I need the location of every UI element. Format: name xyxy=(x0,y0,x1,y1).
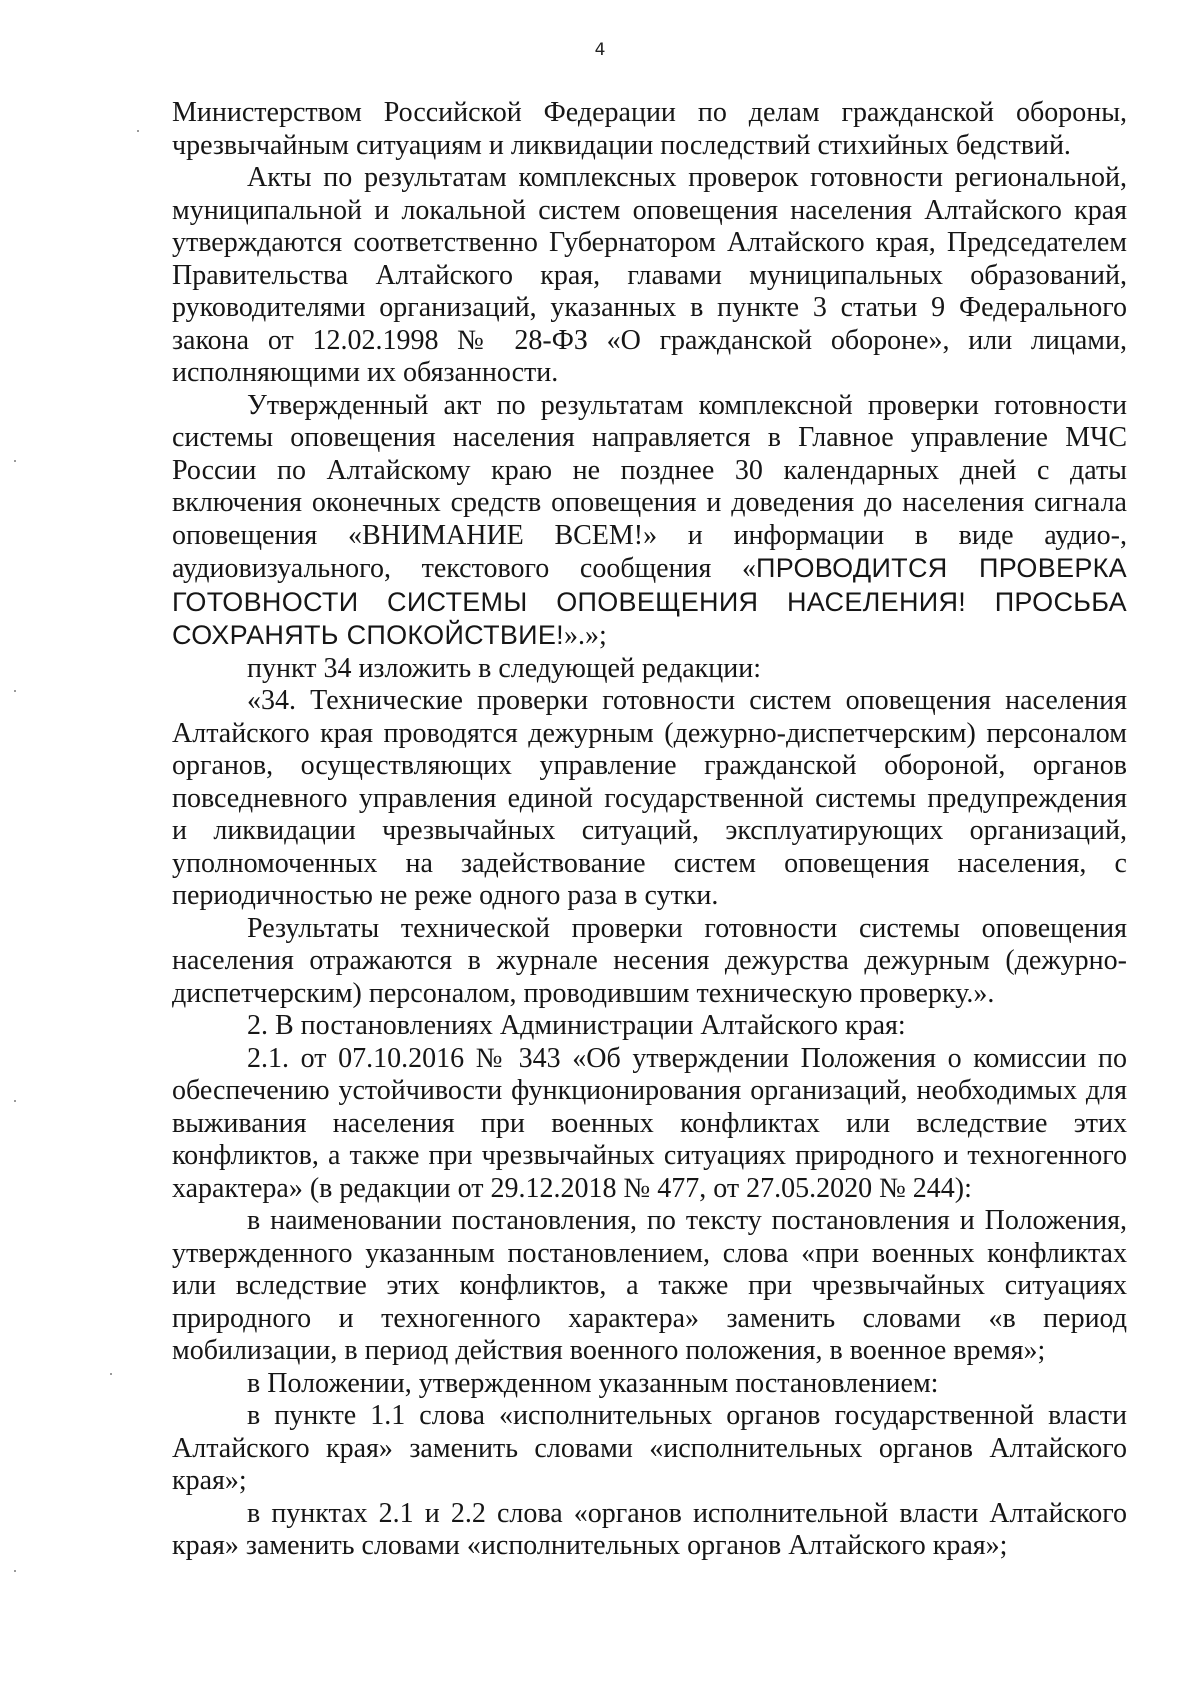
paragraph-2-text: Акты по результатам комплексных проверок готовности региональной, муниципальной и локальной систем оповещения населения Алтайского края утверждаются соответственно Губернатором Алтайского края, Председателем Правительства Алтайского края, главами муниципальных образований, руководителями организаций, указанных в пункте 3 статьи 9 Федерального закона от 12.02.1998 № 28-ФЗ «О гражданской обороне», или лицами, исполняющими их обязанности. xyxy=(172,162,1127,388)
paragraph-4 xyxy=(172,653,1127,686)
paragraph-8-text: 2.1. от 07.10.2016 № 343 «Об утверждении Положения о комиссии по обеспечению устойчивости функционирования организаций, необходимых для выживания населения при военных конфликтах или вследствие этих конфликтов, а также при чрезвычайных ситуациях природного и техногенного характера» (в редакции от 29.12.2018 № 477, от 27.05.2020 № 244): xyxy=(172,1042,1127,1204)
paragraph-3-text: Утвержденный акт по результатам комплексной проверки готовности системы оповещения населения направляется в Главное управление МЧС России по Алтайскому краю не позднее 30 календарных дней с даты включения оконечных средств оповещения и доведения до населения сигнала оповещения «ВНИМАНИЕ ВСЕМ!» и информации в виде аудио-, аудиовизуального, текстового сообщения « xyxy=(172,389,1127,584)
scan-speck xyxy=(14,1570,16,1572)
paragraph-12-text: в пунктах 2.1 и 2.2 слова «органов исполнительной власти Алтайского края» заменить словами «исполнительных органов Алтайского края»; xyxy=(172,1497,1127,1561)
paragraph-11-text: в пункте 1.1 слова «исполнительных органов государственной власти Алтайского края» заменить словами «исполнительных органов Алтайского края»; xyxy=(172,1400,1127,1496)
paragraph-3-caps-message: ПРОВОДИТСЯ ПРОВЕРКА ГОТОВНОСТИ СИСТЕМЫ ОПОВЕЩЕНИЯ НАСЕЛЕНИЯ! ПРОСЬБА СОХРАНЯТЬ СПОКОЙСТВИЕ! xyxy=(172,553,1127,650)
paragraph-1-text: Министерством Российской Федерации по делам гражданской обороны, чрезвычайным ситуациям и ликвидации последствий стихийных бедствий. xyxy=(172,97,1127,161)
paragraph-1 xyxy=(172,97,1127,162)
paragraph-9 xyxy=(172,1205,1127,1368)
paragraph-10-text: в Положении, утвержденном указанным постановлением: xyxy=(247,1367,939,1399)
scan-speck xyxy=(14,460,16,462)
paragraph-8 xyxy=(172,1043,1127,1206)
paragraph-6 xyxy=(172,913,1127,1011)
paragraph-6-text: Результаты технической проверки готовности системы оповещения населения отражаются в журнале несения дежурства дежурным (дежурно-диспетчерским) персоналом, проводившим техническую проверку.». xyxy=(172,912,1127,1009)
paragraph-9-text: в наименовании постановления, по тексту постановления и Положения, утвержденного указанным постановлением, слова «при военных конфликтах или вследствие этих конфликтов, а также при чрезвычайных ситуациях природного и техногенного характера» заменить словами «в период мобилизации, в период действия военного положения, в военное время»; xyxy=(172,1205,1127,1366)
paragraph-3-tail: ».»; xyxy=(563,620,607,651)
paragraph-10 xyxy=(172,1368,1127,1401)
scan-speck xyxy=(110,1373,112,1375)
document-text xyxy=(172,97,1127,1563)
scan-speck xyxy=(137,130,139,132)
paragraph-7 xyxy=(172,1010,1127,1043)
paragraph-3 xyxy=(172,390,1127,653)
paragraph-5-text: «34. Технические проверки готовности систем оповещения населения Алтайского края проводятся дежурным (дежурно-диспетчерским) персоналом органов, осуществляющих управление гражданской обороной, органов повседневного управления единой государственной системы предупреждения и ликвидации чрезвычайных ситуаций, эксплуатирующих организаций, уполномоченных на задействование систем оповещения населения, с периодичностью не реже одного раза в сутки. xyxy=(172,685,1127,911)
paragraph-2 xyxy=(172,162,1127,390)
page-number: 4 xyxy=(594,40,606,60)
paragraph-7-text: 2. В постановлениях Администрации Алтайского края: xyxy=(247,1010,906,1041)
scan-speck xyxy=(14,690,16,692)
paragraph-5 xyxy=(172,685,1127,913)
paragraph-4-text: пункт 34 изложить в следующей редакции: xyxy=(247,652,761,684)
paragraph-12 xyxy=(172,1498,1127,1563)
paragraph-11 xyxy=(172,1400,1127,1498)
scan-speck xyxy=(14,1100,16,1102)
